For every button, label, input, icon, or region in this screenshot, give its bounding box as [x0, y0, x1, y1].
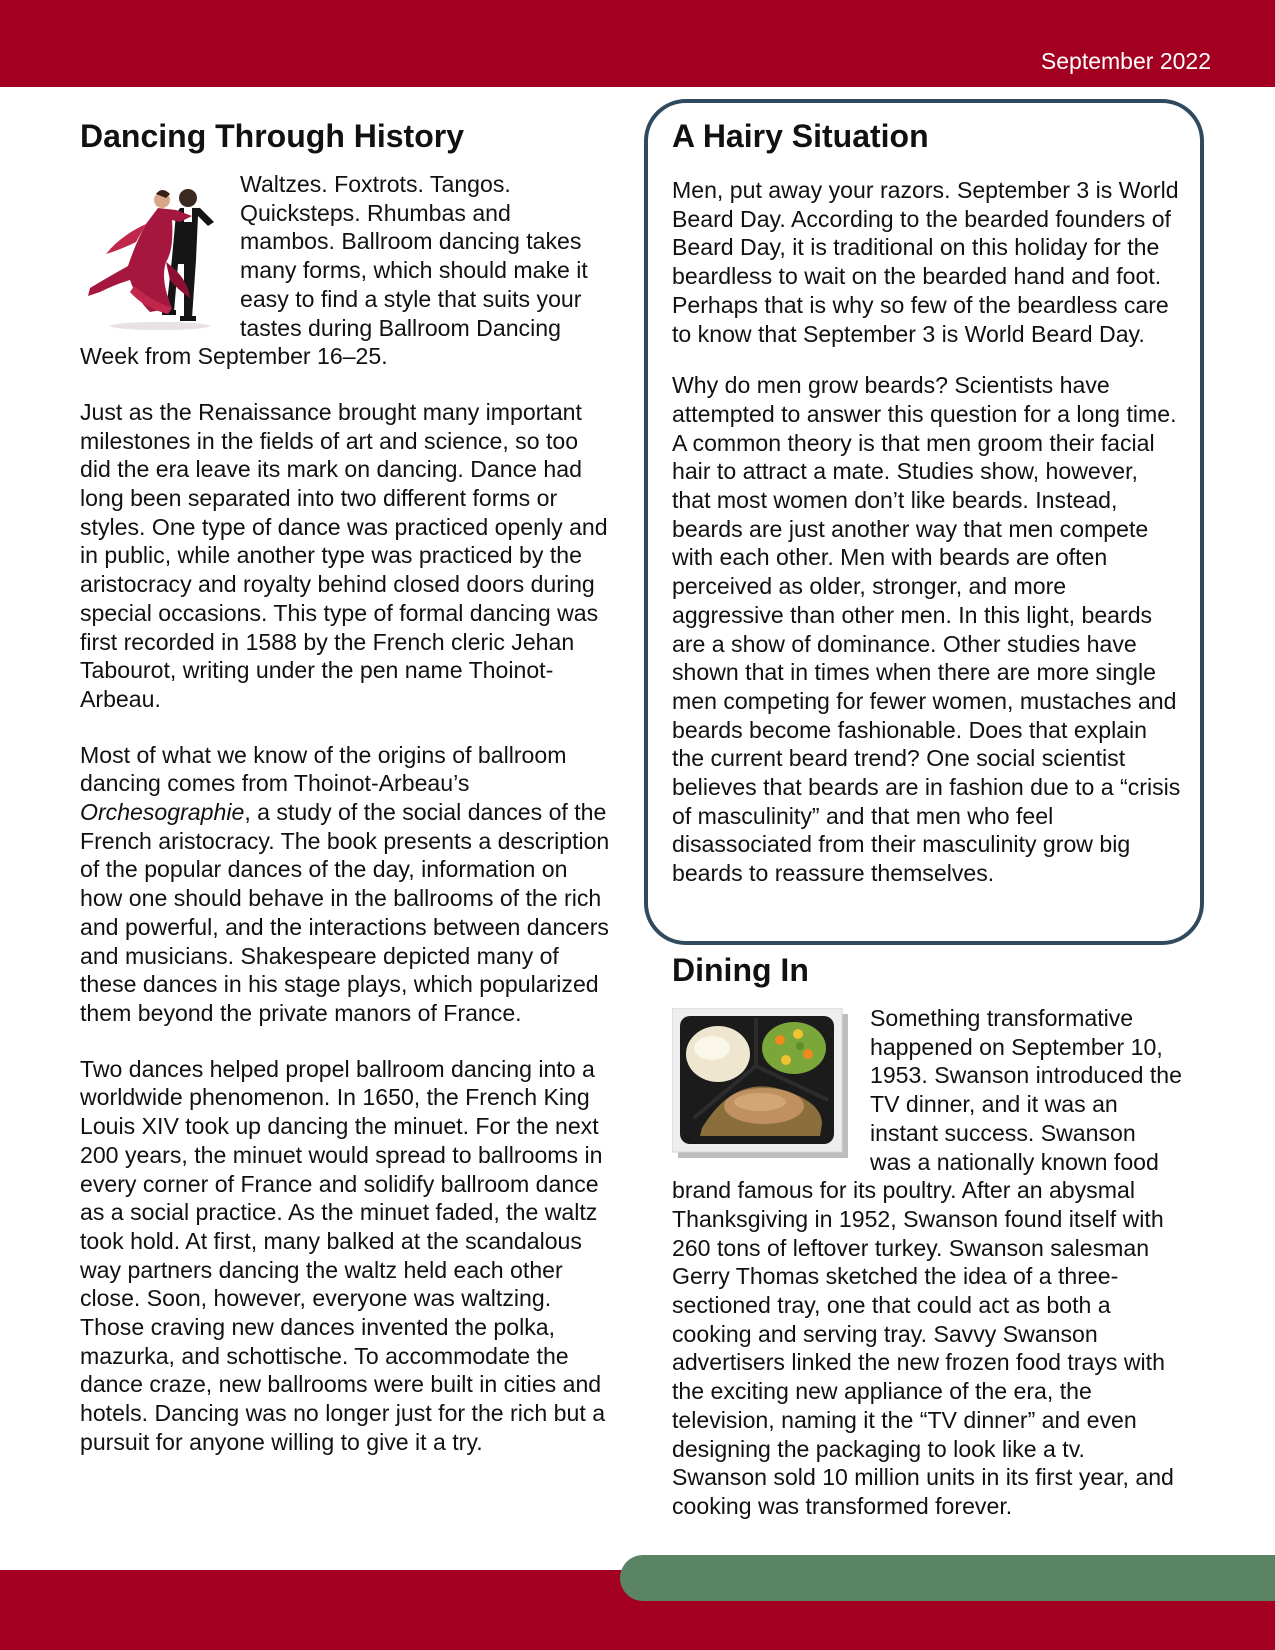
p3-lead-text: Most of what we know of the origins of ballroom dancing comes from Thoinot-Arbeau’s	[80, 741, 567, 797]
footer-accent-tab	[620, 1555, 1275, 1601]
book-title: Orchesographie	[80, 799, 245, 826]
dining-paragraph-1: Something transformative happened on September 10, 1953. Swanson introduced the TV dinner, and it was an instant success. Swanson was a nationally known food brand famous for its poultry. After an abysmal Thanksgiving in 1952, Swanson found itself with 260 tons of leftover turkey. Swanson salesman Gerry Thomas sketched the idea of a three-sectioned tray, one that could act as both a cooking and serving tray. Savvy Swanson advertisers linked the new frozen food trays with the exciting new appliance of the era, the television, naming it the “TV dinner” and even designing the packaging to look like a tv. Swanson sold 10 million units in its first year, and cooking was transformed forever.	[672, 1005, 1182, 1519]
dining-title: Dining In	[672, 952, 809, 988]
beard-paragraph-2: Why do men grow beards? Scientists have attempted to answer this question for a long time. A common theory is that men groom their facial hair to attract a mate. Studies show, however, that most women don’t like beards. Instead, beards are just another way that men compete with each other. Men with beards are often perceived as older, stronger, and more aggressive than other men. In this light, beards are a show of dominance. Other studies have shown that in times when there are more single men competing for fewer women, mustaches and beards become fashionable. Does that explain the current beard trend? One social scientist believes that beards are in fashion due to a “crisis of masculinity” and that men who feel disassociated from their masculinity grow big beards to reassure themselves.	[672, 372, 1181, 887]
dancing-paragraph-1: Waltzes. Foxtrots. Tangos. Quicksteps. Rhumbas and mambos. Ballroom dancing takes many forms, which should make it easy to find a style that suits your tastes during Ballroom Dancing Week from September 16–25.	[80, 171, 588, 370]
ballroom-dancers-photo	[80, 180, 230, 332]
issue-date: September 2022	[1040, 48, 1211, 74]
dancing-paragraph-4: Two dances helped propel ballroom dancing into a worldwide phenomenon. In 1650, the French King Louis XIV took up dancing the minuet. For the next 200 years, the minuet would spread to ballrooms in every corner of France and solidify ballroom dance as a social practice. As the minuet faded, the waltz took hold. At first, many balked at the scandalous way partners dancing the waltz held each other close. Soon, however, everyone was waltzing. Those craving new dances invented the polka, mazurka, and schottische. To accommodate the dance craze, new ballrooms were built in cities and hotels. Dancing was no longer just for the rich but a pursuit for anyone willing to give it a try.	[80, 1055, 606, 1455]
dancing-title: Dancing Through History	[80, 118, 464, 154]
dancing-paragraph-3	[80, 741, 610, 1028]
beard-article	[672, 116, 1182, 888]
dancing-paragraph-2: Just as the Renaissance brought many important milestones in the fields of art and science, so too did the era leave its mark on dancing. Dance had long been separated into two different forms or styles. One type of dance was practiced openly and in public, while another type was practiced by the aristocracy and royalty behind closed doors during special occasions. This type of formal dancing was first recorded in 1588 by the French cleric Jehan Tabourot, writing under the pen name Thoinot-Arbeau.	[80, 398, 608, 712]
beard-title: A Hairy Situation	[672, 118, 929, 154]
tv-dinner-tray-photo	[672, 1008, 848, 1158]
dining-article	[672, 950, 1182, 1521]
beard-paragraph-1: Men, put away your razors. September 3 is World Beard Day. According to the bearded founders of Beard Day, it is traditional on this holiday for the beardless to wait on the bearded hand and foot. Perhaps that is why so few of the beardless care to know that September 3 is World Beard Day.	[672, 177, 1179, 347]
dancing-article	[80, 116, 610, 1457]
p3-rest-text: , a study of the social dances of the French aristocracy. The book presents a description of the popular dances of the day, information on how one should behave in the ballrooms of the rich and powerful, and the interactions between dancers and musicians. Shakespeare depicted many of these dances in his stage plays, which popularized them beyond the private manors of France.	[80, 799, 610, 1026]
